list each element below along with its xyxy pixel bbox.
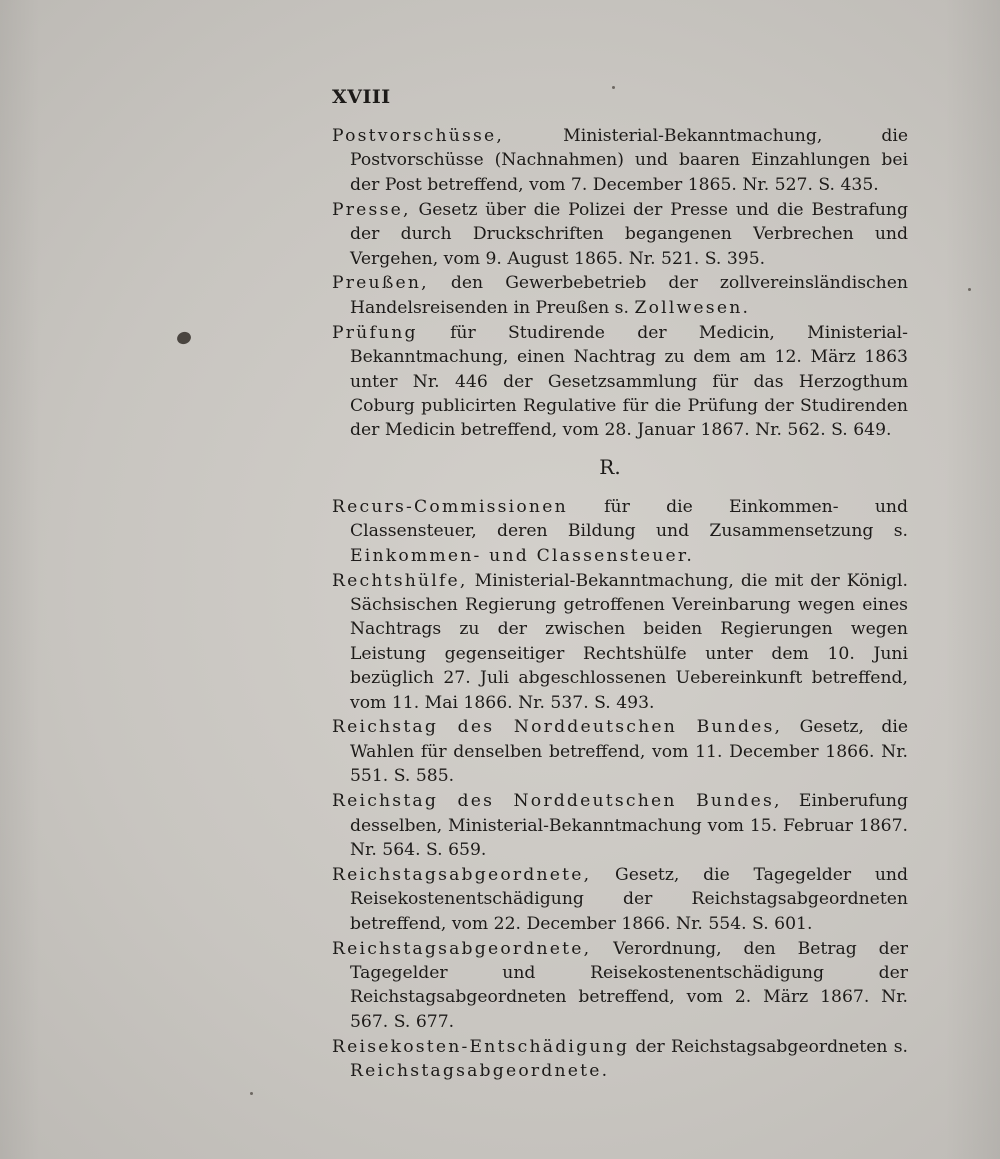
speck (612, 86, 615, 89)
entry-cross-reference: Zollwesen. (634, 297, 751, 318)
entry-text: den Gewerbebetrieb der zollvereinsländischen Handelsreisenden in Preußen s. (350, 273, 908, 318)
index-entry (332, 715, 908, 788)
index-entry (332, 321, 908, 443)
index-entry (332, 569, 908, 715)
section-letter-heading: R. (599, 454, 621, 479)
entry-text: Ministerial-Bekanntmachung, die mit der Königl. Sächsischen Regierung getroffenen Vereinbarung wegen eines Nachtrags zu der zwischen beiden Regierungen wegen Leistung gegenseitiger Rechtshülfe unter dem 10. Juni bezüglich 27. Juli abgeschlossenen Uebereinkunft betreffend, vom 11. Mai 1866. Nr. 537. S. 493. (350, 570, 908, 713)
index-entry (332, 495, 908, 568)
entry-headword: Presse, (332, 199, 411, 220)
ink-blot (175, 330, 192, 346)
entry-headword: Reichstagsabgeordnete, (332, 938, 592, 959)
index-content (332, 124, 908, 1084)
speck (250, 1092, 253, 1095)
entry-text: Einberufung desselben, Ministerial-Bekanntmachung vom 15. Februar 1867. Nr. 564. S. 659. (350, 791, 909, 860)
index-entry (332, 937, 908, 1035)
entry-headword: Reichstag des Norddeutschen Bundes, (332, 717, 783, 738)
entry-text: Verordnung, den Betrag der Tagegelder und Reisekostenentschädigung der Reichstagsabgeordneten betreffend, vom 2. März 1867. Nr. 567. S. 677. (350, 938, 908, 1032)
index-entry (332, 124, 908, 197)
entry-text: der Reichstagsabgeordneten s. (629, 1036, 908, 1057)
page-number: XVIII (332, 86, 391, 108)
entry-text: Gesetz, die Tagegelder und Reisekostenentschädigung der Reichstagsabgeordneten betreffend, vom 22. December 1866. Nr. 554. S. 601. (350, 864, 908, 934)
entry-headword: Reichstagsabgeordnete, (332, 864, 592, 885)
entry-headword: Recurs-Commissionen (332, 496, 568, 517)
index-entry (332, 863, 908, 936)
index-entry (332, 271, 908, 320)
page-edge-shadow-left (0, 0, 40, 1159)
entry-headword: Prüfung (332, 322, 418, 343)
entry-cross-reference: Einkommen- und Classensteuer. (350, 545, 695, 566)
entry-text: für Studirende der Medicin, Ministerial-Bekanntmachung, einen Nachtrag zu dem am 12. März 1863 unter Nr. 446 der Gesetzsammlung für das Herzogthum Coburg publicirten Regulative für die Prüfung der Studirenden der Medicin betreffend, vom 28. Januar 1867. Nr. 562. S. 649. (350, 322, 908, 441)
index-entry (332, 789, 908, 862)
entry-text: Gesetz über die Polizei der Presse und die Bestrafung der durch Druckschriften begangenen Verbrechen und Vergehen, vom 9. August 1865. Nr. 521. S. 395. (350, 199, 908, 269)
index-entry (332, 198, 908, 271)
index-entry (332, 1035, 908, 1084)
entry-text: Gesetz, die Wahlen für denselben betreffend, vom 11. December 1866. Nr. 551. S. 585. (350, 717, 909, 787)
speck (968, 288, 971, 291)
entry-headword: Reichstag des Norddeutschen Bundes, (332, 791, 782, 812)
entry-headword: Reisekosten-Entschädigung (332, 1036, 630, 1057)
entry-headword: Preußen, (332, 273, 429, 294)
entry-text: Ministerial-Bekanntmachung, die Postvorschüsse (Nachnahmen) und baaren Einzahlungen bei der Post betreffend, vom 7. December 1865. Nr. 527. S. 435. (350, 126, 908, 195)
entry-cross-reference: Reichstagsabgeordnete. (350, 1061, 610, 1082)
entry-headword: Rechtshülfe, (332, 570, 468, 591)
entry-headword: Postvorschüsse, (332, 126, 505, 146)
entry-text: für die Einkommen- und Classensteuer, deren Bildung und Zusammensetzung s. (350, 496, 908, 542)
page-edge-shadow-right (945, 0, 1000, 1159)
